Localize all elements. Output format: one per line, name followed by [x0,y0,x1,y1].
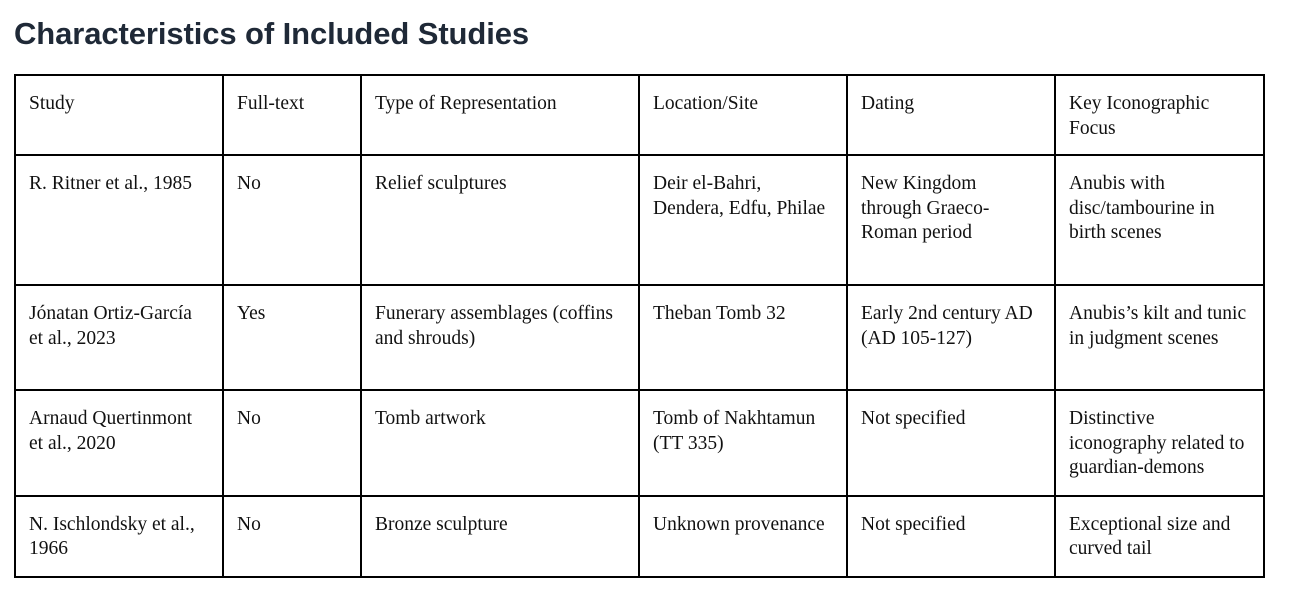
table-header-row [15,75,1264,155]
cell-key-iconographic-focus: Anubis’s kilt and tunic in judgment scenes [1055,285,1264,390]
cell-type-of-representation: Funerary assemblages (coffins and shrouds) [361,285,639,390]
cell-dating: New Kingdom through Graeco-Roman period [847,155,1055,285]
cell-full-text: No [223,496,361,577]
cell-dating: Early 2nd century AD (AD 105-127) [847,285,1055,390]
column-header-type-of-representation: Type of Representation [361,75,639,155]
table-row [15,496,1264,577]
cell-type-of-representation: Relief sculptures [361,155,639,285]
page-title: Characteristics of Included Studies [14,16,530,51]
cell-key-iconographic-focus: Distinctive iconography related to guardian-demons [1055,390,1264,496]
cell-full-text: No [223,390,361,496]
cell-study: Jónatan Ortiz-García et al., 2023 [15,285,223,390]
studies-table [14,74,1265,578]
cell-key-iconographic-focus: Exceptional size and curved tail [1055,496,1264,577]
cell-study: Arnaud Quertinmont et al., 2020 [15,390,223,496]
table-row [15,155,1264,285]
table-row [15,285,1264,390]
cell-full-text: Yes [223,285,361,390]
cell-study: R. Ritner et al., 1985 [15,155,223,285]
cell-type-of-representation: Tomb artwork [361,390,639,496]
column-header-location-site: Location/Site [639,75,847,155]
column-header-study: Study [15,75,223,155]
cell-dating: Not specified [847,496,1055,577]
column-header-full-text: Full-text [223,75,361,155]
cell-location-site: Tomb of Nakhtamun (TT 335) [639,390,847,496]
cell-key-iconographic-focus: Anubis with disc/tambourine in birth scenes [1055,155,1264,285]
column-header-dating: Dating [847,75,1055,155]
cell-study: N. Ischlondsky et al., 1966 [15,496,223,577]
cell-full-text: No [223,155,361,285]
column-header-key-iconographic-focus: Key Iconographic Focus [1055,75,1264,155]
cell-type-of-representation: Bronze sculpture [361,496,639,577]
cell-location-site: Deir el-Bahri, Dendera, Edfu, Philae [639,155,847,285]
cell-location-site: Unknown provenance [639,496,847,577]
cell-location-site: Theban Tomb 32 [639,285,847,390]
cell-dating: Not specified [847,390,1055,496]
table-row [15,390,1264,496]
